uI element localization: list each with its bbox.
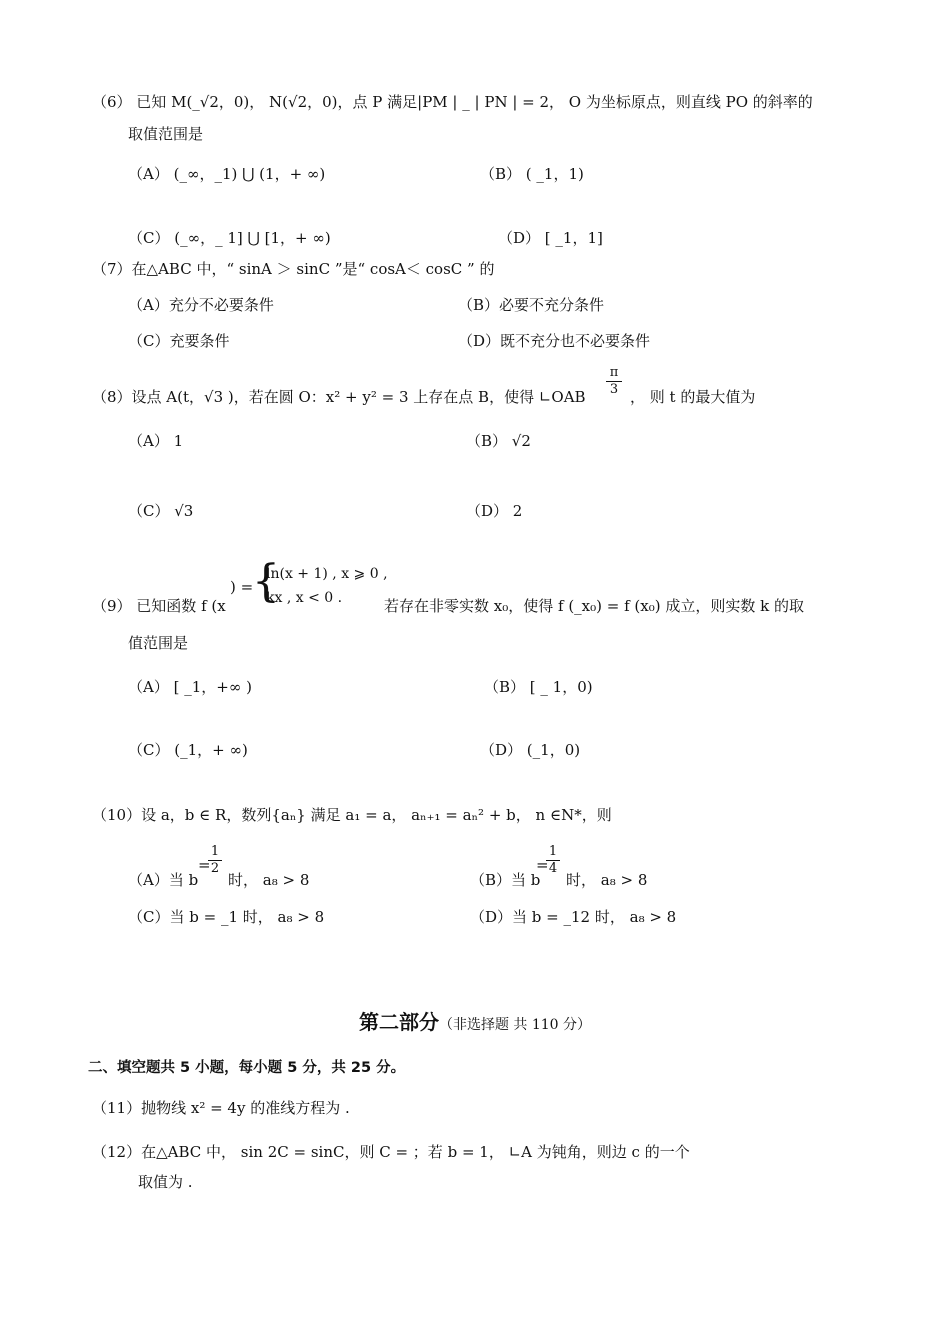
part2-subtitle: （非选择题 共 110 分） [438,1017,592,1033]
q8-option-d: （D） 2 [466,502,523,520]
q7-option-c: （C）充要条件 [128,332,230,350]
q8-option-a: （A） 1 [128,432,184,450]
part2-title: 第二部分 [358,1010,439,1034]
q10-option-a-suffix: 时， a₈ > 8 [228,871,310,889]
q6-option-d: （D） [ _1，1] [498,229,603,247]
q9-option-d: （D） (_1，0) [480,741,581,759]
q10-option-d: （D）当 b = _12 时， a₈ > 8 [470,908,677,926]
q10-option-b-numerator: 1 [548,844,558,859]
q10-stem: （10）设 a，b ∈ R，数列{aₙ} 满足 a₁ = a， aₙ₊₁ = aₙ² + b， n ∈N*，则 [92,806,612,824]
q6-option-c: （C） (_∞，_ 1] ⋃ [1，+ ∞) [128,229,331,247]
q7-stem: （7）在△ABC 中，“ sinA ＞ sinC ”是“ cosA＜ cosC ” 的 [92,260,495,278]
q9-stem-line2: 值范围是 [128,634,189,652]
q10-option-a-denominator: 2 [210,861,220,876]
q9-stem-part-b: 若存在非零实数 x₀，使得 f (_x₀) = f (x₀) 成立，则实数 k 的取 [384,597,805,615]
q12-stem-line1: （12）在△ABC 中， sin 2C = sinC，则 C = ；若 b = 1， ∟A 为钝角，则边 c 的一个 [92,1143,690,1161]
q9-piece-2: kx , x < 0 . [266,590,343,606]
q10-option-a-prefix: （A）当 b [128,871,199,889]
q6-option-b: （B） ( _1，1) [480,165,584,183]
q10-option-a-numerator: 1 [210,844,220,859]
q9-option-a: （A） [ _1，+∞ ) [128,678,252,696]
q8-stem-part-b: ， 则 t 的最大值为 [630,388,756,406]
q8-option-c: （C） √3 [128,502,194,520]
q9-option-b: （B） [ _ 1，0) [484,678,593,696]
q10-option-b-prefix: （B）当 b [470,871,541,889]
q9-piecewise-brace: { [252,556,280,607]
q9-option-c: （C） (_1，+ ∞) [128,741,248,759]
q10-option-b-equals: = [536,856,549,874]
q10-option-b-denominator: 4 [548,861,558,876]
q9-stem-part-a: （9） 已知函数 f (x [92,597,226,615]
q8-option-b: （B） √2 [466,432,531,450]
q6-option-a: （A） (_∞，_1) ⋃ (1，+ ∞) [128,165,326,183]
q12-stem-line2: 取值为 . [138,1173,193,1191]
q7-option-a: （A）充分不必要条件 [128,296,274,314]
q8-fraction [606,366,622,397]
q6-stem-line2: 取值范围是 [128,125,204,143]
q8-stem-part-a: （8）设点 A(t，√3 )，若在圆 O：x² + y² = 3 上存在点 B，使得 ∟OAB [92,388,586,406]
q9-piece-1: ln(x + 1) , x ⩾ 0 , [266,566,388,582]
q9-close-paren-equals: ) = [230,578,254,596]
q10-option-b-suffix: 时， a₈ > 8 [566,871,648,889]
q8-fraction-numerator: π [609,365,619,380]
q10-option-a-fraction [208,845,222,876]
q9-piecewise-definition [266,562,388,610]
q7-option-b: （B）必要不充分条件 [458,296,605,314]
q7-option-d: （D）既不充分也不必要条件 [458,332,651,350]
q6-stem-line1: （6） 已知 M(_√2，0)， N(√2，0)，点 P 满足|PM | _ | PN | = 2， O 为坐标原点，则直线 PO 的斜率的 [92,93,813,111]
q8-fraction-denominator: 3 [609,382,619,397]
part2-heading [0,1012,950,1035]
q10-option-c: （C）当 b = _1 时， a₈ > 8 [128,908,325,926]
q10-option-a-equals: = [198,856,211,874]
section2-heading: 二、填空题共 5 小题，每小题 5 分，共 25 分。 [88,1060,406,1076]
q11-stem: （11）抛物线 x² = 4y 的准线方程为 . [92,1099,350,1117]
q10-option-b-fraction [546,845,560,876]
